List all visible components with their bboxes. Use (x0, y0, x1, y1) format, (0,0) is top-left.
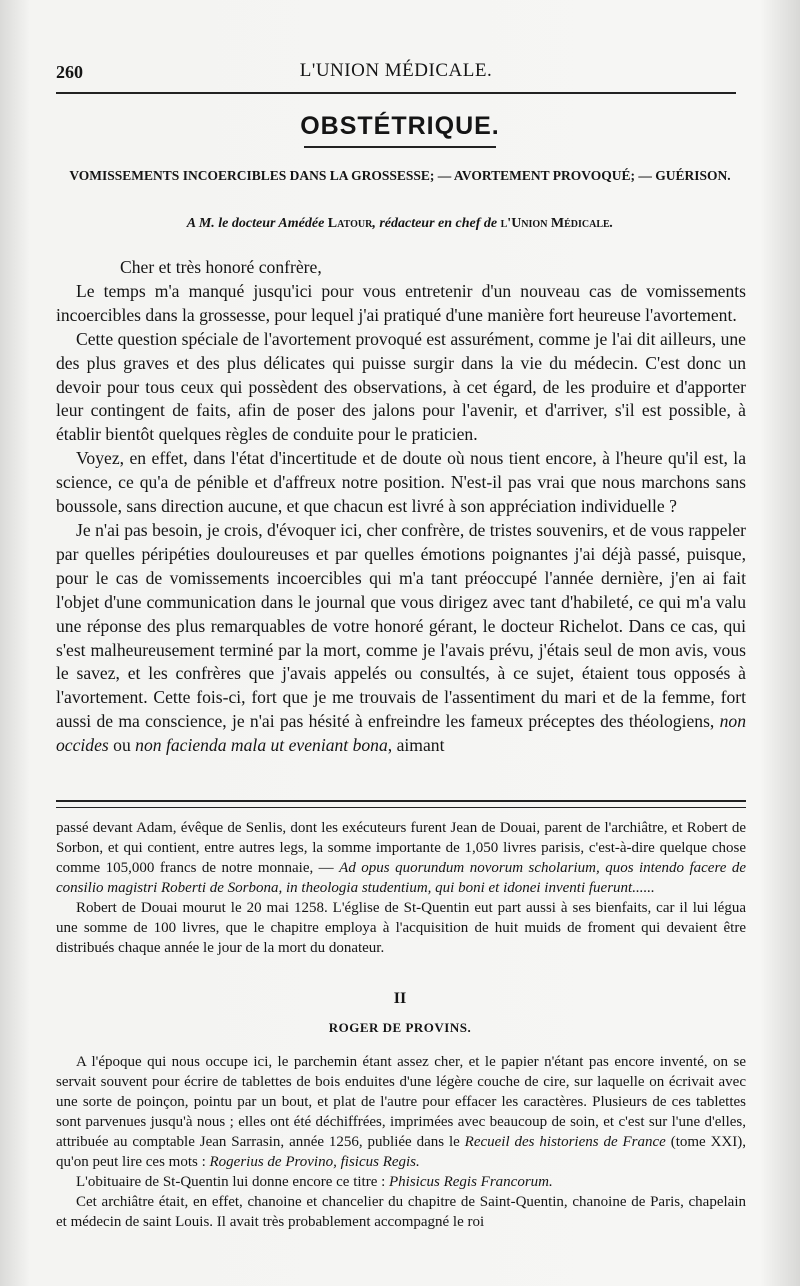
paragraph: Voyez, en effet, dans l'état d'incertitude et de doute où nous tient encore, à l'heure qu'il est, la science, ce qu'a de pénible et d'affreux notre position. N'est-il pas vrai que nous marchons sans boussole, sans direction aucune, et que chacun est livré à son appréciation individuelle ? (56, 448, 746, 517)
address-middle: , rédacteur en chef de (372, 216, 501, 231)
feuilleton-p3-mid: (tome XXI), qu'on peut lire ces mots : (56, 1134, 746, 1170)
article-body (56, 256, 746, 758)
paragraph: Cette question spéciale de l'avortement provoqué est assurément, comme je l'ai dit ailleurs, une des plus graves et des plus délicates qui puisse surgir dans la vie du médecin. C'est donc un devoir pour tous ceux qui possèdent des observations, à cet égard, de les produire et d'apporter leur contingent de faits, afin de poser des jalons pour l'avenir, et d'arriver, s'il est possible, à établir bientôt quelques règles de conduite pour le praticien. (56, 328, 746, 445)
latin-phrase-2: non facienda mala ut eveniant bona (135, 735, 388, 756)
feuilleton-paragraph (56, 1172, 746, 1192)
header-rule (56, 92, 736, 94)
feuilleton-paragraph (56, 1052, 746, 1172)
latin-phrase-1: non occides (56, 711, 746, 756)
address-name: Latour (327, 216, 373, 231)
paragraph-last-start: Je n'ai pas besoin, je crois, d'évoquer ici, cher confrère, de tristes souvenirs, et de vous rappeler par quelles péripéties douloureuses et par quelles émotions poignantes j'ai déjà passé, puisque, pour le cas de vomissements incoercibles qui m'a tant préoccupé l'année dernière, j'en ai fait l'objet d'une communication dans le journal que vous dirigez avec tant d'habileté, ce qui m'a valu une réponse des plus remarquables de votre honoré gérant, le docteur Richelot. Dans ce cas, qui s'est malheureusement terminé par la mort, comme je l'avais prévu, j'étais seul de mon avis, vous le savez, et les confrères que j'avais appelés ou consultés, à ce sujet, étaient tous opposés à l'avortement. Cette fois-ci, fort que je me trouvais de l'assentiment du mari et de la femme, fort aussi de ma conscience, je n'ai pas hésité à enfreindre les fameux préceptes des théologiens, (56, 519, 746, 732)
latin-or: ou (108, 735, 136, 756)
feuilleton-book: Recueil des historiens de France (464, 1134, 666, 1150)
part-title: ROGER DE PROVINS. (328, 1020, 472, 1035)
running-header (56, 58, 736, 88)
article-title: VOMISSEMENTS INCOERCIBLES DANS LA GROSSESSE; — AVORTEMENT PROVOQUÉ; — GUÉRISON. (69, 168, 731, 183)
feuilleton-text (56, 818, 746, 958)
feuilleton-separator (56, 800, 746, 808)
address-journal: l'Union Médicale (500, 216, 610, 231)
feuilleton-quote: Phisicus Regis Francorum. (389, 1174, 553, 1190)
feuilleton-paragraph: Robert de Douai mourut le 20 mai 1258. L'église de St-Quentin eut part aussi à ses bienfaits, car il lui légua une somme de 100 livres, que le chapitre employa à l'acquisition de huit muids de froment qui devaient être distribués chaque année le jour de la mort du donateur. (56, 900, 746, 956)
address-end: . (609, 216, 614, 231)
part-number: II (393, 990, 407, 1007)
section-rule (304, 146, 496, 148)
section-title: OBSTÉTRIQUE. (300, 112, 500, 140)
feuilleton-p3: A l'époque qui nous occupe ici, le parchemin étant assez cher, et le papier n'étant pas encore inventé, on se servait souvent pour écrire de tablettes de bois enduites d'une légère couche de cire, sur laquelle on écrivait avec une sorte de poinçon, pointu par un bout, et plat de l'autre pour effacer les caractères. Plusieurs de ces tablettes sont parvenues jusqu'à nous ; elles ont été déchiffrées, imprimées avec beaucoup de soin, et c'est sur l'une d'elles, attribuée au comptable Jean Sarrasin, année 1256, publiée dans le (56, 1054, 746, 1150)
page-number: 260 (56, 62, 83, 82)
feuilleton-lower-text (56, 1052, 746, 1232)
feuilleton-paragraph (56, 818, 746, 898)
feuilleton-p1: passé devant Adam, évêque de Senlis, dont les exécuteurs furent Jean de Douai, parent de l'archiâtre, et Robert de Sorbon, et qui contient, entre autres legs, la somme importante de 1,050 livres parisis, c'est-à-dire quelque chose comme 105,000 francs de notre monnaie, — (56, 820, 746, 876)
feuilleton-paragraph: Cet archiâtre était, en effet, chanoine et chancelier du chapitre de Saint-Quentin, chanoine de Paris, chapelain et médecin de saint Louis. Il avait très probablement accompagné le roi (56, 1194, 746, 1230)
paragraph-last-end: , aimant (387, 735, 445, 756)
paragraph-last (56, 519, 746, 758)
address-prefix: A M. le docteur Amédée (186, 216, 328, 231)
feuilleton-latin: Ad opus quorundum novorum scholarium, quos intendo facere de consilio magistri Roberti de Sorbona, in theologia studentium, qui boni et idonei inventi fuerunt...... (56, 860, 746, 896)
feuilleton-quote: Rogerius de Provino, fisicus Regis. (209, 1154, 420, 1170)
journal-title: L'UNION MÉDICALE. (299, 60, 493, 81)
salutation: Cher et très honoré confrère, (120, 257, 322, 277)
feuilleton-p4: L'obituaire de St-Quentin lui donne encore ce titre : (76, 1174, 390, 1190)
article-address (58, 216, 742, 232)
paragraph: Le temps m'a manqué jusqu'ici pour vous entretenir d'un nouveau cas de vomissements incoercibles dans la grossesse, pour lequel j'ai pratiqué d'une manière fort heureuse l'avortement. (56, 280, 746, 325)
